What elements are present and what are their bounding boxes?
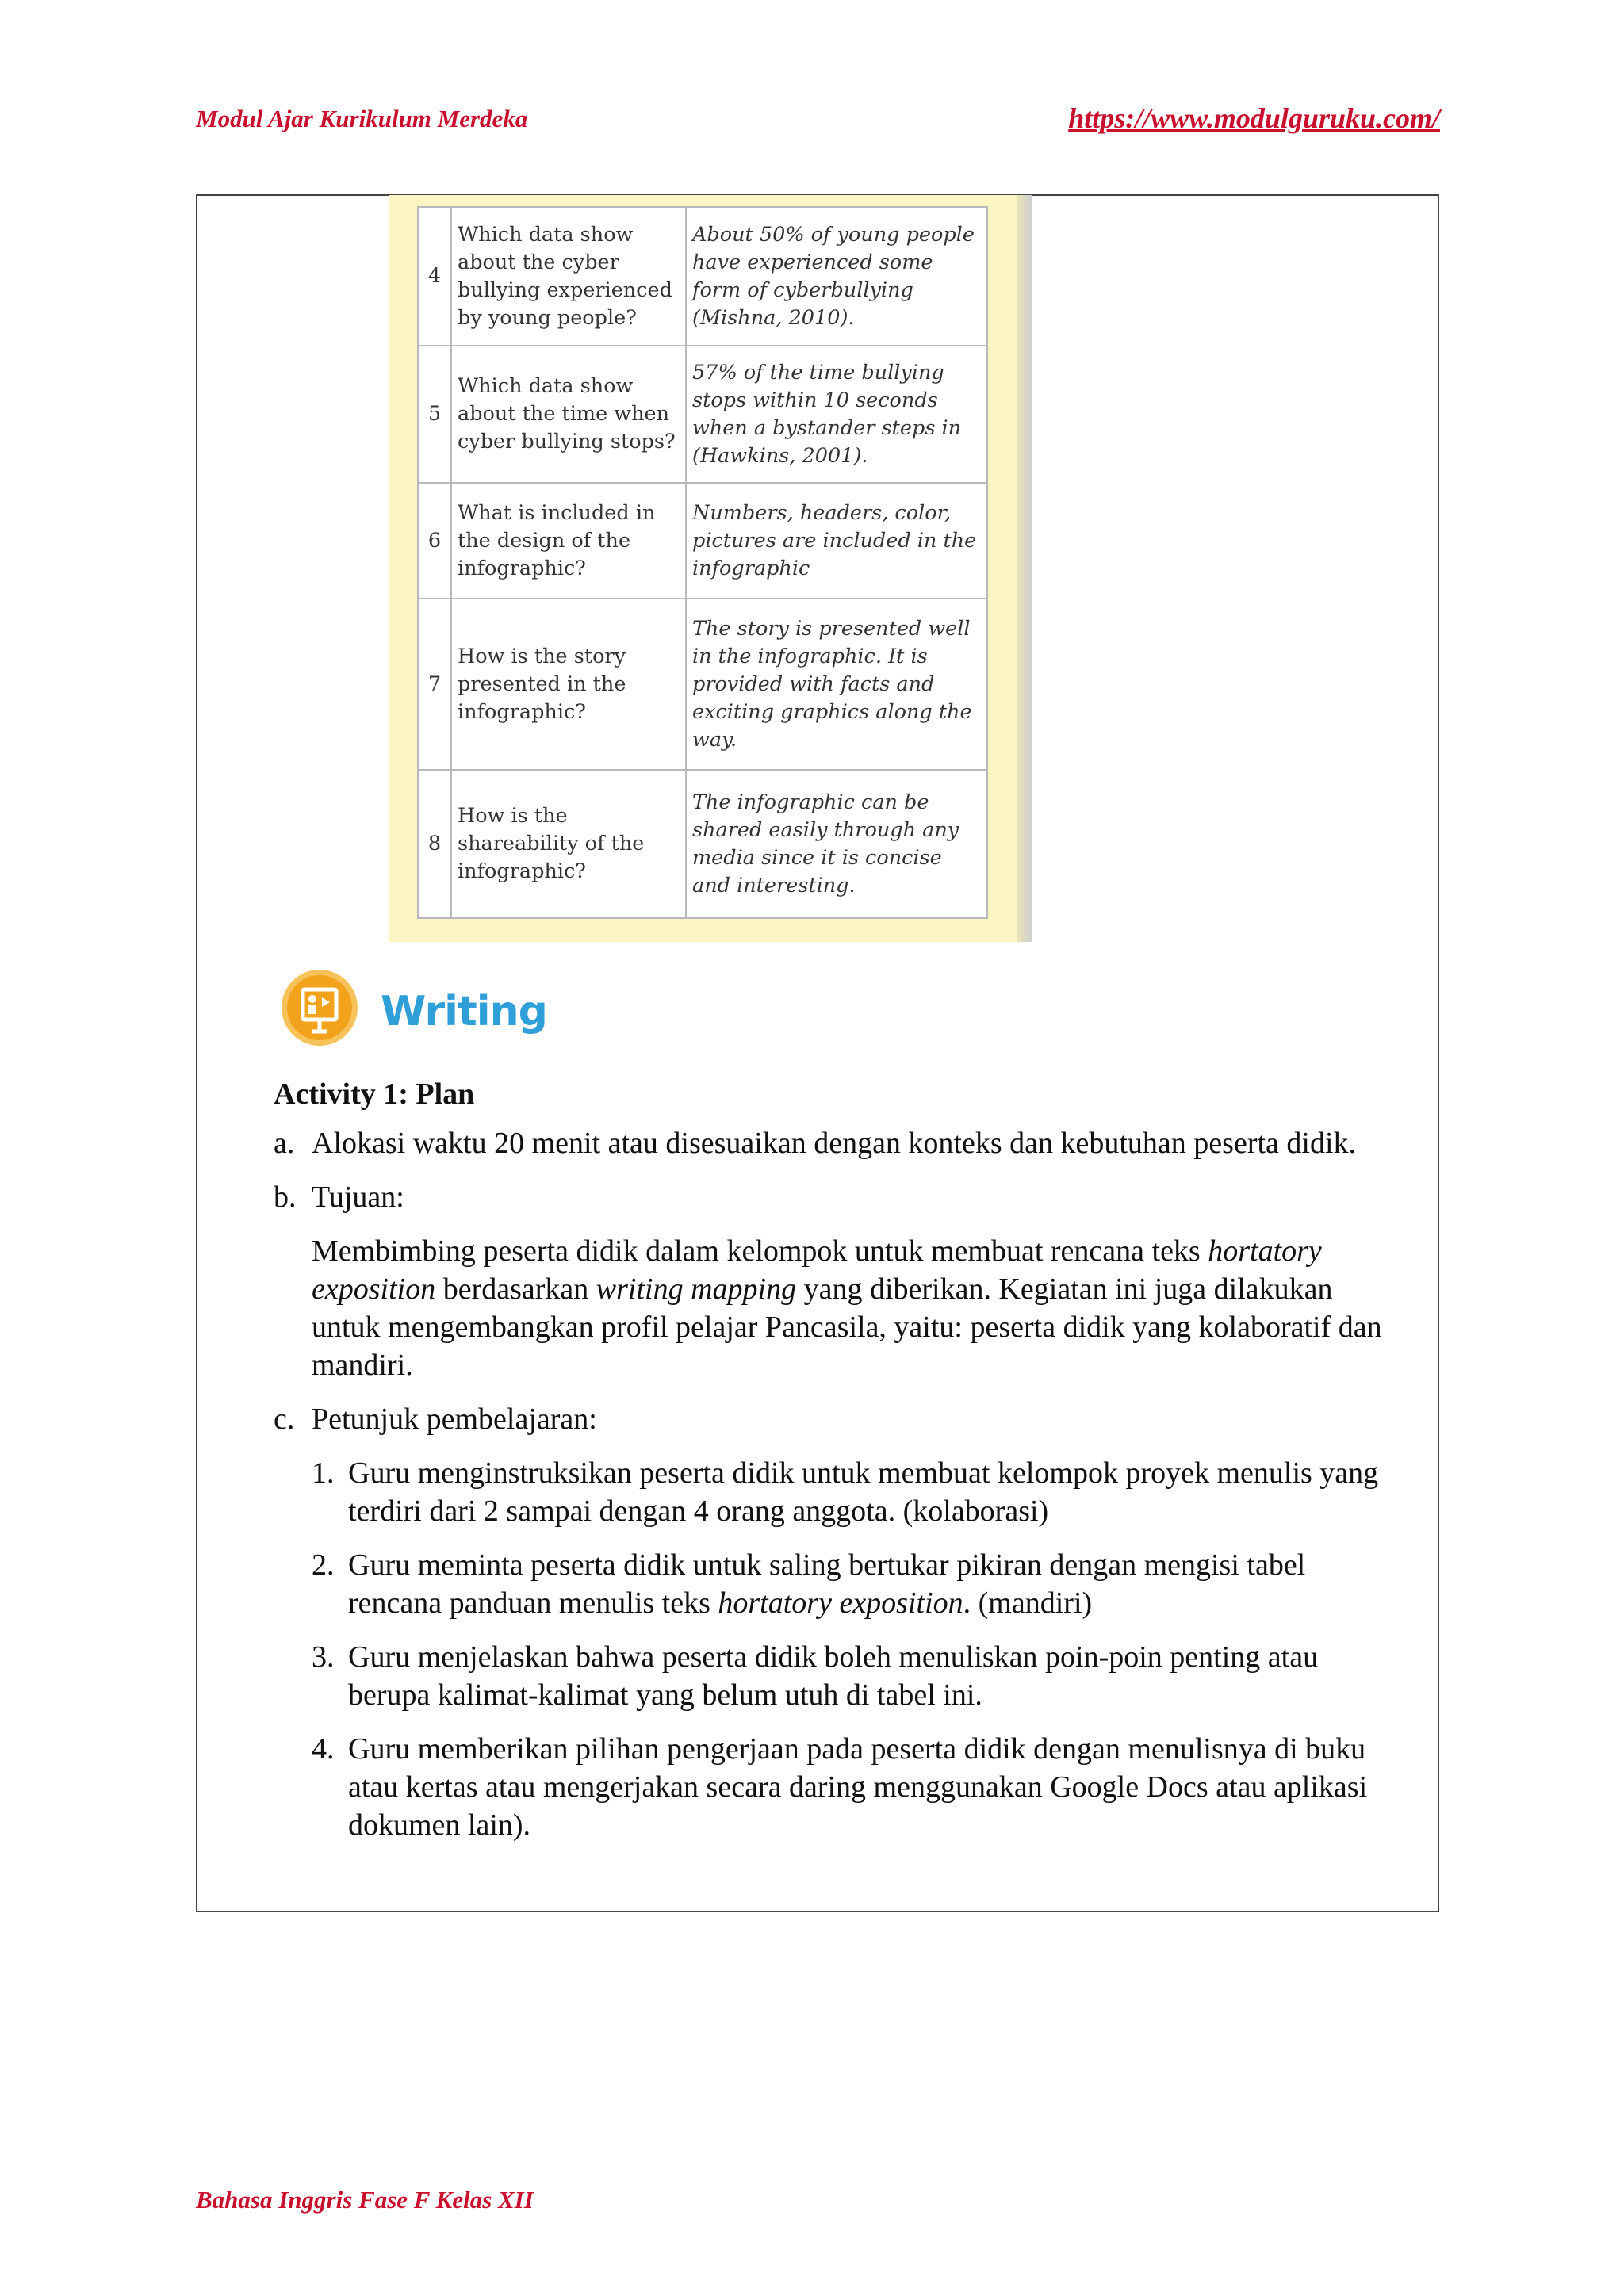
list-marker: c. <box>274 1402 295 1436</box>
table-row <box>418 346 987 483</box>
footer-subject: Bahasa Inggris Fase F Kelas XII <box>196 2186 534 2214</box>
list-marker: a. <box>274 1127 295 1160</box>
step-text: Guru memberikan pilihan pengerjaan pada peserta didik dengan menulisnya di buku atau kertas atau mengerjakan secara daring menggunakan Google Docs atau aplikasi dokumen lain). <box>348 1732 1368 1842</box>
answer-cell: Numbers, headers, color, pictures are included in the infographic <box>686 483 987 599</box>
step-number: 4. <box>312 1732 335 1766</box>
answer-cell: 57% of the time bullying stops within 10 seconds when a bystander steps in (Hawkins, 2001). <box>686 346 987 483</box>
numbered-item <box>274 1730 1400 1844</box>
list-text: Tujuan: <box>312 1181 404 1214</box>
activity-title: Activity 1: Plan <box>274 1077 475 1111</box>
writing-presentation-icon <box>280 968 359 1047</box>
step-text: Guru menginstruksikan peserta didik untuk membuat kelompok proyek menulis yang terdiri dari 2 sampai dengan 4 orang anggota. (kolaborasi) <box>348 1456 1379 1528</box>
section-title: Writing <box>381 988 547 1035</box>
list-item <box>274 1178 1400 1216</box>
row-number: 6 <box>418 483 451 599</box>
text-run: yang diberikan. Kegiatan ini juga dilakukan untuk mengembangkan profil pelajar Pancasila, yaitu: peserta didik yang kolaboratif dan mandiri. <box>312 1272 1382 1382</box>
table-row <box>418 599 987 770</box>
question-cell: How is the story presented in the infographic? <box>451 599 686 770</box>
question-cell: Which data show about the cyber bullying experienced by young people? <box>451 207 686 346</box>
list-text: Petunjuk pembelajaran: <box>312 1402 597 1436</box>
row-number: 8 <box>418 770 451 918</box>
numbered-item <box>274 1546 1400 1622</box>
question-cell: What is included in the design of the infographic? <box>451 483 686 599</box>
numbered-item <box>274 1638 1400 1714</box>
text-run: . (mandiri) <box>963 1586 1093 1620</box>
step-number: 1. <box>312 1456 335 1490</box>
row-number: 5 <box>418 346 451 483</box>
header-module-title: Modul Ajar Kurikulum Merdeka <box>196 105 528 132</box>
list-text: Alokasi waktu 20 menit atau disesuaikan dengan konteks dan kebutuhan peserta didik. <box>312 1127 1357 1160</box>
row-number: 7 <box>418 599 451 770</box>
text-run: Guru meminta peserta didik untuk saling bertukar pikiran dengan mengisi tabel rencana panduan menulis teks <box>348 1548 1306 1620</box>
question-cell: Which data show about the time when cyber bullying stops? <box>451 346 686 483</box>
italic-term: hortatory exposition <box>312 1234 1322 1306</box>
activity-body <box>274 1075 1400 1860</box>
answer-cell: About 50% of young people have experienced some form of cyberbullying (Mishna, 2010). <box>686 207 987 346</box>
list-item <box>274 1124 1400 1162</box>
list-marker: b. <box>274 1181 297 1214</box>
answer-cell: The story is presented well in the infographic. It is provided with facts and exciting graphics along the way. <box>686 599 987 770</box>
header-website-link[interactable]: https://www.modulguruku.com/ <box>1068 102 1440 134</box>
objective-paragraph <box>274 1232 1400 1384</box>
italic-term: hortatory exposition <box>718 1586 963 1620</box>
step-number: 2. <box>312 1548 335 1582</box>
table-row <box>418 483 987 599</box>
answer-cell: The infographic can be shared easily through any media since it is concise and interesting. <box>686 770 987 918</box>
text-run: Membimbing peserta didik dalam kelompok untuk membuat rencana teks <box>312 1234 1208 1268</box>
step-number: 3. <box>312 1640 335 1674</box>
text-run: berdasarkan <box>435 1272 596 1306</box>
row-number: 4 <box>418 207 451 346</box>
question-cell: How is the shareability of the infographic? <box>451 770 686 918</box>
question-answer-table <box>417 206 988 919</box>
italic-term: writing mapping <box>596 1272 797 1306</box>
step-text: Guru menjelaskan bahwa peserta didik boleh menuliskan poin-poin penting atau berupa kalimat-kalimat yang belum utuh di tabel ini. <box>348 1640 1319 1712</box>
list-item <box>274 1400 1400 1438</box>
table-row <box>418 770 987 918</box>
numbered-item <box>274 1454 1400 1530</box>
table-row <box>418 207 987 346</box>
table-image-shadow <box>1017 195 1032 942</box>
